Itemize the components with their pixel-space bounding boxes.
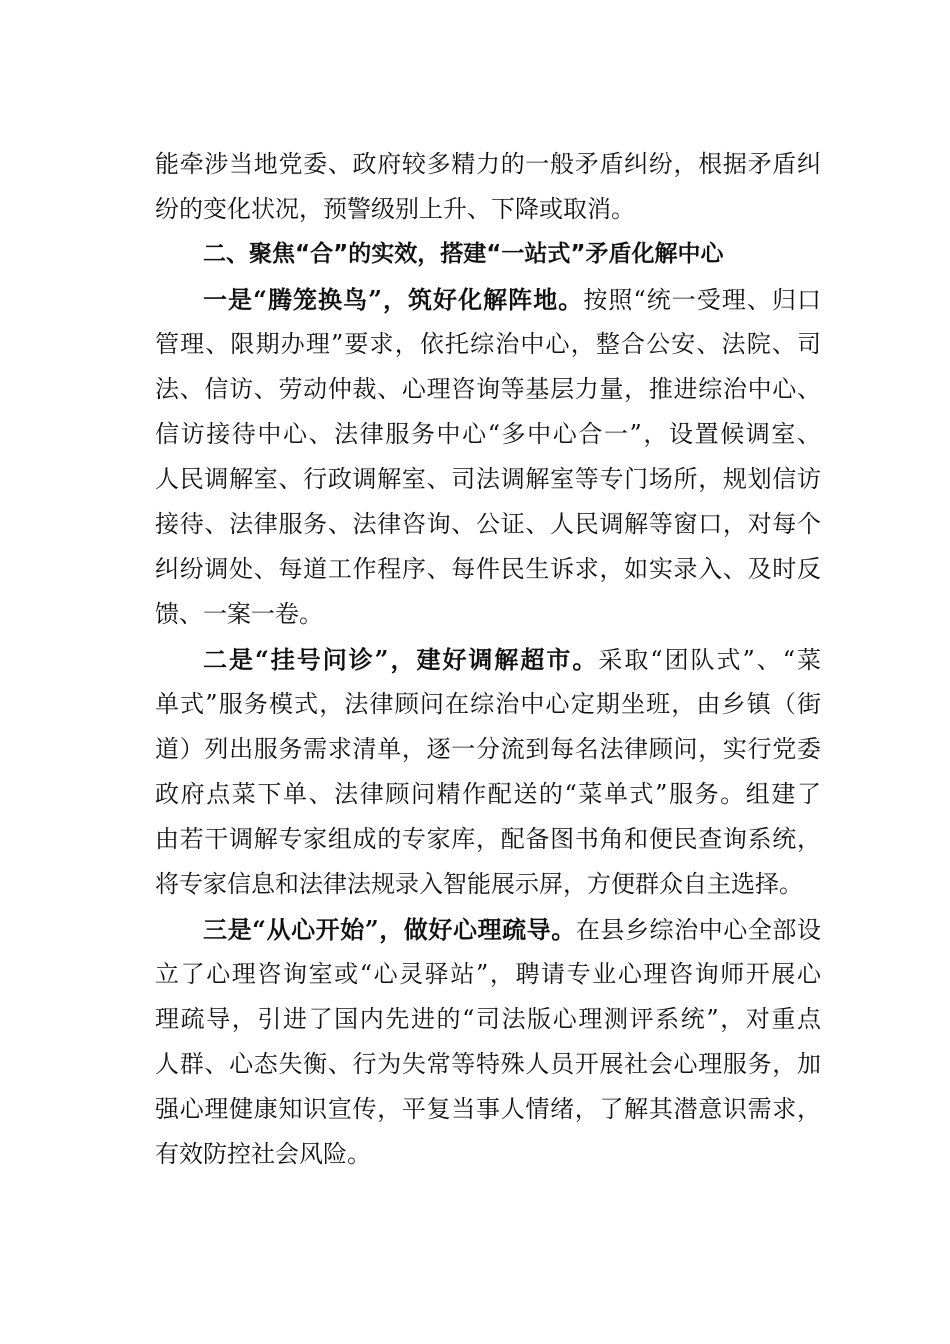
text-line: 纠纷调处、每道工作程序、每件民生诉求，如实录入、及时反 <box>155 555 821 583</box>
text-line: 馈、一案一卷。 <box>155 600 323 628</box>
paragraph-first-line <box>155 277 821 322</box>
paragraph-first-line <box>155 907 821 952</box>
document-page <box>155 142 821 1177</box>
text-line: 采取“团队式”、“菜 <box>598 646 821 674</box>
text-line: 在县乡综治中心全部设 <box>575 916 821 944</box>
text-line: 理疏导，引进了国内先进的“司法版心理测评系统”，对重点 <box>155 1005 821 1033</box>
text-line: 立了心理咨询室或“心灵驿站”，聘请专业心理咨询师开展心 <box>155 960 821 988</box>
paragraph-3 <box>155 907 821 1177</box>
paragraph-2 <box>155 637 821 907</box>
text-line: 强心理健康知识宣传，平复当事人情绪，了解其潜意识需求， <box>155 1095 821 1123</box>
text-line: 能牵涉当地党委、政府较多精力的一般矛盾纠纷，根据矛盾纠 <box>155 150 821 178</box>
text-line: 法、信访、劳动仲裁、心理咨询等基层力量，推进综治中心、 <box>155 375 821 403</box>
paragraph-lead: 二是“挂号问诊”，建好调解超市。 <box>203 645 599 674</box>
paragraph-first-line <box>155 637 821 682</box>
text-line: 信访接待中心、法律服务中心“多中心合一”，设置候调室、 <box>155 420 821 448</box>
paragraph-lead: 三是“从心开始”，做好心理疏导。 <box>203 915 576 944</box>
paragraph-continuation <box>155 142 821 232</box>
text-line: 将专家信息和法律法规录入智能展示屏，方便群众自主选择。 <box>155 870 803 898</box>
text-line: 管理、限期办理”要求，依托综治中心，整合公安、法院、司 <box>155 330 821 358</box>
text-line: 有效防控社会风险。 <box>155 1140 371 1168</box>
text-line: 人民调解室、行政调解室、司法调解室等专门场所，规划信访 <box>155 465 821 493</box>
text-line: 由若干调解专家组成的专家库，配备图书角和便民查询系统， <box>155 825 821 853</box>
text-line: 接待、法律服务、法律咨询、公证、人民调解等窗口，对每个 <box>155 510 821 538</box>
text-line: 道）列出服务需求清单，逐一分流到每名法律顾问，实行党委 <box>155 735 821 763</box>
text-line: 按照“统一受理、归口 <box>583 286 821 314</box>
paragraph-lead: 一是“腾笼换鸟”，筑好化解阵地。 <box>203 285 584 314</box>
text-line: 人群、心态失衡、行为失常等特殊人员开展社会心理服务，加 <box>155 1050 821 1078</box>
text-line: 单式”服务模式，法律顾问在综治中心定期坐班，由乡镇（街 <box>155 690 821 718</box>
paragraph-1 <box>155 277 821 637</box>
text-line: 政府点菜下单、法律顾问精作配送的“菜单式”服务。组建了 <box>155 780 821 808</box>
section-heading: 二、聚焦“合”的实效，搭建“一站式”矛盾化解中心 <box>203 241 724 267</box>
text-line: 纷的变化状况，预警级别上升、下降或取消。 <box>155 195 635 223</box>
